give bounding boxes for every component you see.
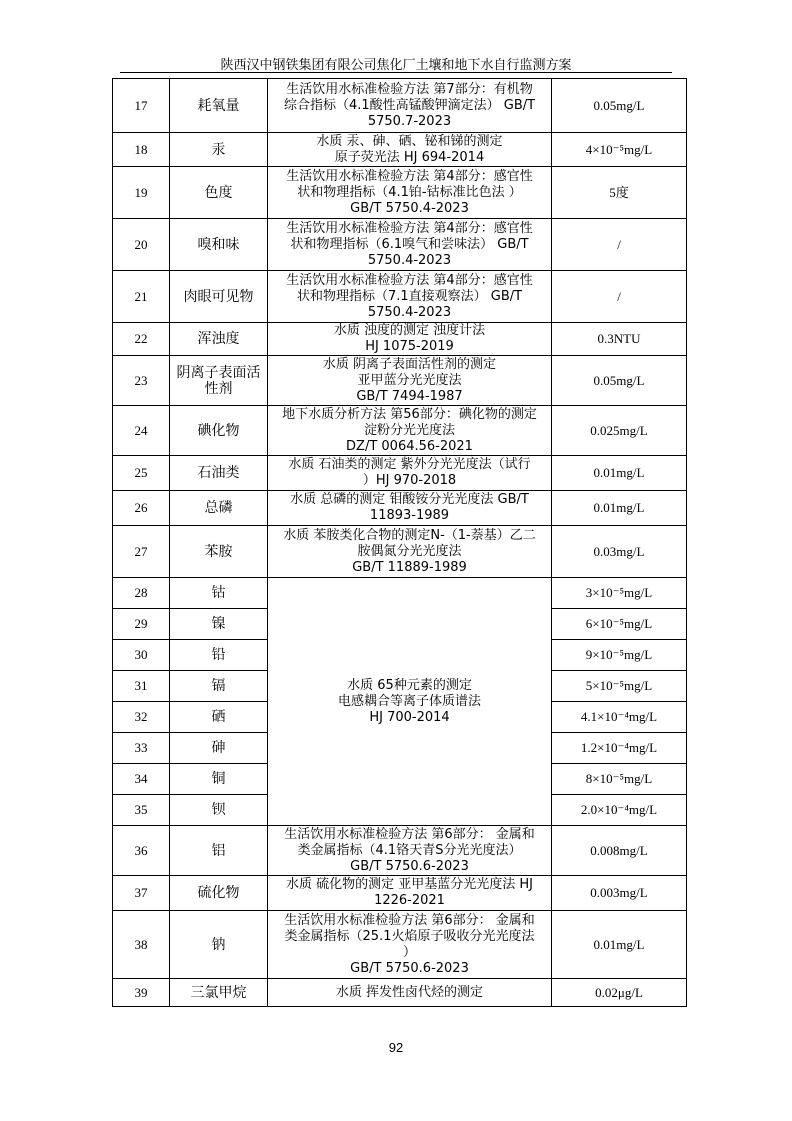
test-method [268,876,552,911]
table-row [113,323,687,356]
test-item: 耗氧量 [170,79,268,133]
test-method [268,323,552,356]
test-method [268,356,552,406]
detection-limit: 6×10⁻⁵mg/L [552,609,687,640]
test-method-line: 生活饮用水标准检验方法 第6部分： 金属和 [284,912,535,928]
detection-limit: 0.01mg/L [552,911,687,979]
test-method-line: 水质 硫化物的测定 亚甲基蓝分光光度法 HJ [285,877,533,892]
page-header: 陕西汉中钢铁集团有限公司焦化厂土壤和地下水自行监测方案 [220,58,572,73]
table-row [113,79,687,133]
row-number: 24 [113,406,170,456]
row-number: 20 [113,219,170,271]
test-method-line: 水质 挥发性卤代烃的测定 [335,984,484,1000]
test-method-line: 水质 浊度的测定 浊度计法 [333,323,486,338]
table-row [113,876,687,911]
test-item: 铅 [170,640,268,671]
test-item: 总磷 [170,491,268,526]
test-method [268,979,552,1007]
test-method-line: 水质 石油类的测定 紫外分光光度法（试行 [288,457,531,472]
test-item: 石油类 [170,456,268,491]
table-row [113,979,687,1007]
test-item: 硒 [170,702,268,733]
row-number: 22 [113,323,170,356]
test-method-line: 亚甲蓝分光光度法 [357,372,462,388]
test-item: 铜 [170,764,268,795]
test-method-line: 胺偶氮分光光度法 [357,543,462,559]
row-number: 17 [113,79,170,133]
test-method-line: 综合指标（4.1酸性高锰酸钾滴定法） GB/T [283,97,536,113]
table-row [113,491,687,526]
table-row [113,526,687,578]
table-row [113,826,687,876]
row-number: 35 [113,795,170,826]
table-row [113,578,687,609]
detection-limit: 4.1×10⁻⁴mg/L [552,702,687,733]
detection-limit: 2.0×10⁻⁴mg/L [552,795,687,826]
test-method [268,456,552,491]
test-item: 色度 [170,167,268,219]
row-number: 37 [113,876,170,911]
test-method-line: 水质 苯胺类化合物的测定N-（1-萘基）乙二 [283,527,536,543]
test-method-line: 生活饮用水标准检验方法 第7部分：有机物 [286,81,533,97]
test-method-line: HJ 1075-2019 [365,339,454,354]
row-number: 33 [113,733,170,764]
test-method-line: GB/T 5750.6-2023 [350,858,469,874]
row-number: 21 [113,271,170,323]
test-method-line: 电感耦合等离子体质谱法 [337,693,481,709]
detection-limit: 0.008mg/L [552,826,687,876]
test-method-line: 5750.4-2023 [367,252,452,268]
detection-limit: 0.03mg/L [552,526,687,578]
test-method-line: 水质 65种元素的测定 [347,677,472,693]
test-method-line: ） [402,944,416,960]
detection-limit: 0.025mg/L [552,406,687,456]
row-number: 26 [113,491,170,526]
test-method-line: 生活饮用水标准检验方法 第4部分：感官性 [286,272,533,288]
detection-limit: 0.02μg/L [552,979,687,1007]
test-item: 浑浊度 [170,323,268,356]
test-method-line: GB/T 7494-1987 [356,388,463,404]
test-method-line: GB/T 11889-1989 [352,559,467,575]
test-item: 嗅和味 [170,219,268,271]
table-row [113,271,687,323]
test-method-line: 生活饮用水标准检验方法 第4部分：感官性 [286,168,533,184]
row-number: 29 [113,609,170,640]
test-method-line: 类金属指标（4.1铬天青S分光光度法） [297,842,522,858]
detection-limit: 3×10⁻⁵mg/L [552,578,687,609]
test-method [268,79,552,133]
test-method-line: 水质 汞、砷、硒、铋和锑的测定 [316,133,503,149]
test-method-line: 5750.7-2023 [367,113,452,129]
detection-limit: 4×10⁻⁵mg/L [552,133,687,167]
test-item: 三氯甲烷 [170,979,268,1007]
test-method-line: GB/T 5750.6-2023 [350,960,469,976]
table-row [113,911,687,979]
table-row [113,406,687,456]
test-method-line: 5750.4-2023 [367,304,452,320]
detection-limit: 0.01mg/L [552,456,687,491]
test-method [268,826,552,876]
page-number: 92 [388,1040,404,1055]
table-row [113,219,687,271]
test-method-line: 地下水质分析方法 第56部分：碘化物的测定 [282,406,537,422]
test-method [268,911,552,979]
row-number: 31 [113,671,170,702]
detection-limit: 5度 [552,167,687,219]
test-method [268,271,552,323]
test-method-line: HJ 700-2014 [369,709,450,725]
row-number: 32 [113,702,170,733]
test-method [268,219,552,271]
test-item: 镍 [170,609,268,640]
test-method-line: 状和物理指标（4.1铂-钴标准比色法 ） [297,184,522,200]
detection-limit: 1.2×10⁻⁴mg/L [552,733,687,764]
test-item: 镉 [170,671,268,702]
detection-limit: 0.01mg/L [552,491,687,526]
detection-limit: 5×10⁻⁵mg/L [552,671,687,702]
header-rule [120,72,672,73]
test-item: 硫化物 [170,876,268,911]
detection-limit: 9×10⁻⁵mg/L [552,640,687,671]
test-method-line: 生活饮用水标准检验方法 第4部分：感官性 [286,220,533,236]
test-method-line: 生活饮用水标准检验方法 第6部分： 金属和 [284,826,535,842]
row-number: 38 [113,911,170,979]
test-method-line: 原子荧光法 HJ 694-2014 [334,149,485,165]
test-method-line: 水质 总磷的测定 钼酸铵分光光度法 GB/T [290,492,529,507]
table-row [113,167,687,219]
table-row [113,133,687,167]
test-item: 铝 [170,826,268,876]
test-item: 钡 [170,795,268,826]
test-method [268,578,552,826]
test-item: 钴 [170,578,268,609]
test-item: 钠 [170,911,268,979]
row-number: 19 [113,167,170,219]
detection-limit: / [552,271,687,323]
test-method [268,491,552,526]
table-row [113,356,687,406]
table-row [113,456,687,491]
test-method-line: ）HJ 970-2018 [362,473,457,488]
row-number: 36 [113,826,170,876]
test-method-line: 类金属指标（25.1火焰原子吸收分光光度法 [284,928,535,944]
test-method-line: 11893-1989 [369,508,450,523]
test-method-line: 淀粉分光光度法 [363,422,455,438]
detection-limit: / [552,219,687,271]
test-item: 阴离子表面活性剂 [170,356,268,406]
detection-limit: 0.3NTU [552,323,687,356]
test-item: 肉眼可见物 [170,271,268,323]
test-method [268,406,552,456]
row-number: 23 [113,356,170,406]
test-item: 苯胺 [170,526,268,578]
row-number: 18 [113,133,170,167]
test-item: 碘化物 [170,406,268,456]
test-method-line: DZ/T 0064.56-2021 [346,438,473,454]
test-method [268,167,552,219]
test-method-line: 水质 阴离子表面活性剂的测定 [322,356,497,372]
test-method-line: 1226-2021 [374,893,445,908]
row-number: 39 [113,979,170,1007]
row-number: 27 [113,526,170,578]
detection-limit: 8×10⁻⁵mg/L [552,764,687,795]
test-method [268,526,552,578]
test-method-line: 状和物理指标（7.1直接观察法） GB/T [296,288,523,304]
detection-limit: 0.05mg/L [552,79,687,133]
detection-limit: 0.05mg/L [552,356,687,406]
test-method [268,133,552,167]
detection-limit: 0.003mg/L [552,876,687,911]
test-item: 汞 [170,133,268,167]
monitoring-methods-table [112,78,687,1007]
row-number: 28 [113,578,170,609]
test-item: 砷 [170,733,268,764]
test-method-line: 状和物理指标（6.1嗅气和尝味法） GB/T [290,236,529,252]
row-number: 25 [113,456,170,491]
test-method-line: GB/T 5750.4-2023 [350,200,469,216]
row-number: 30 [113,640,170,671]
row-number: 34 [113,764,170,795]
